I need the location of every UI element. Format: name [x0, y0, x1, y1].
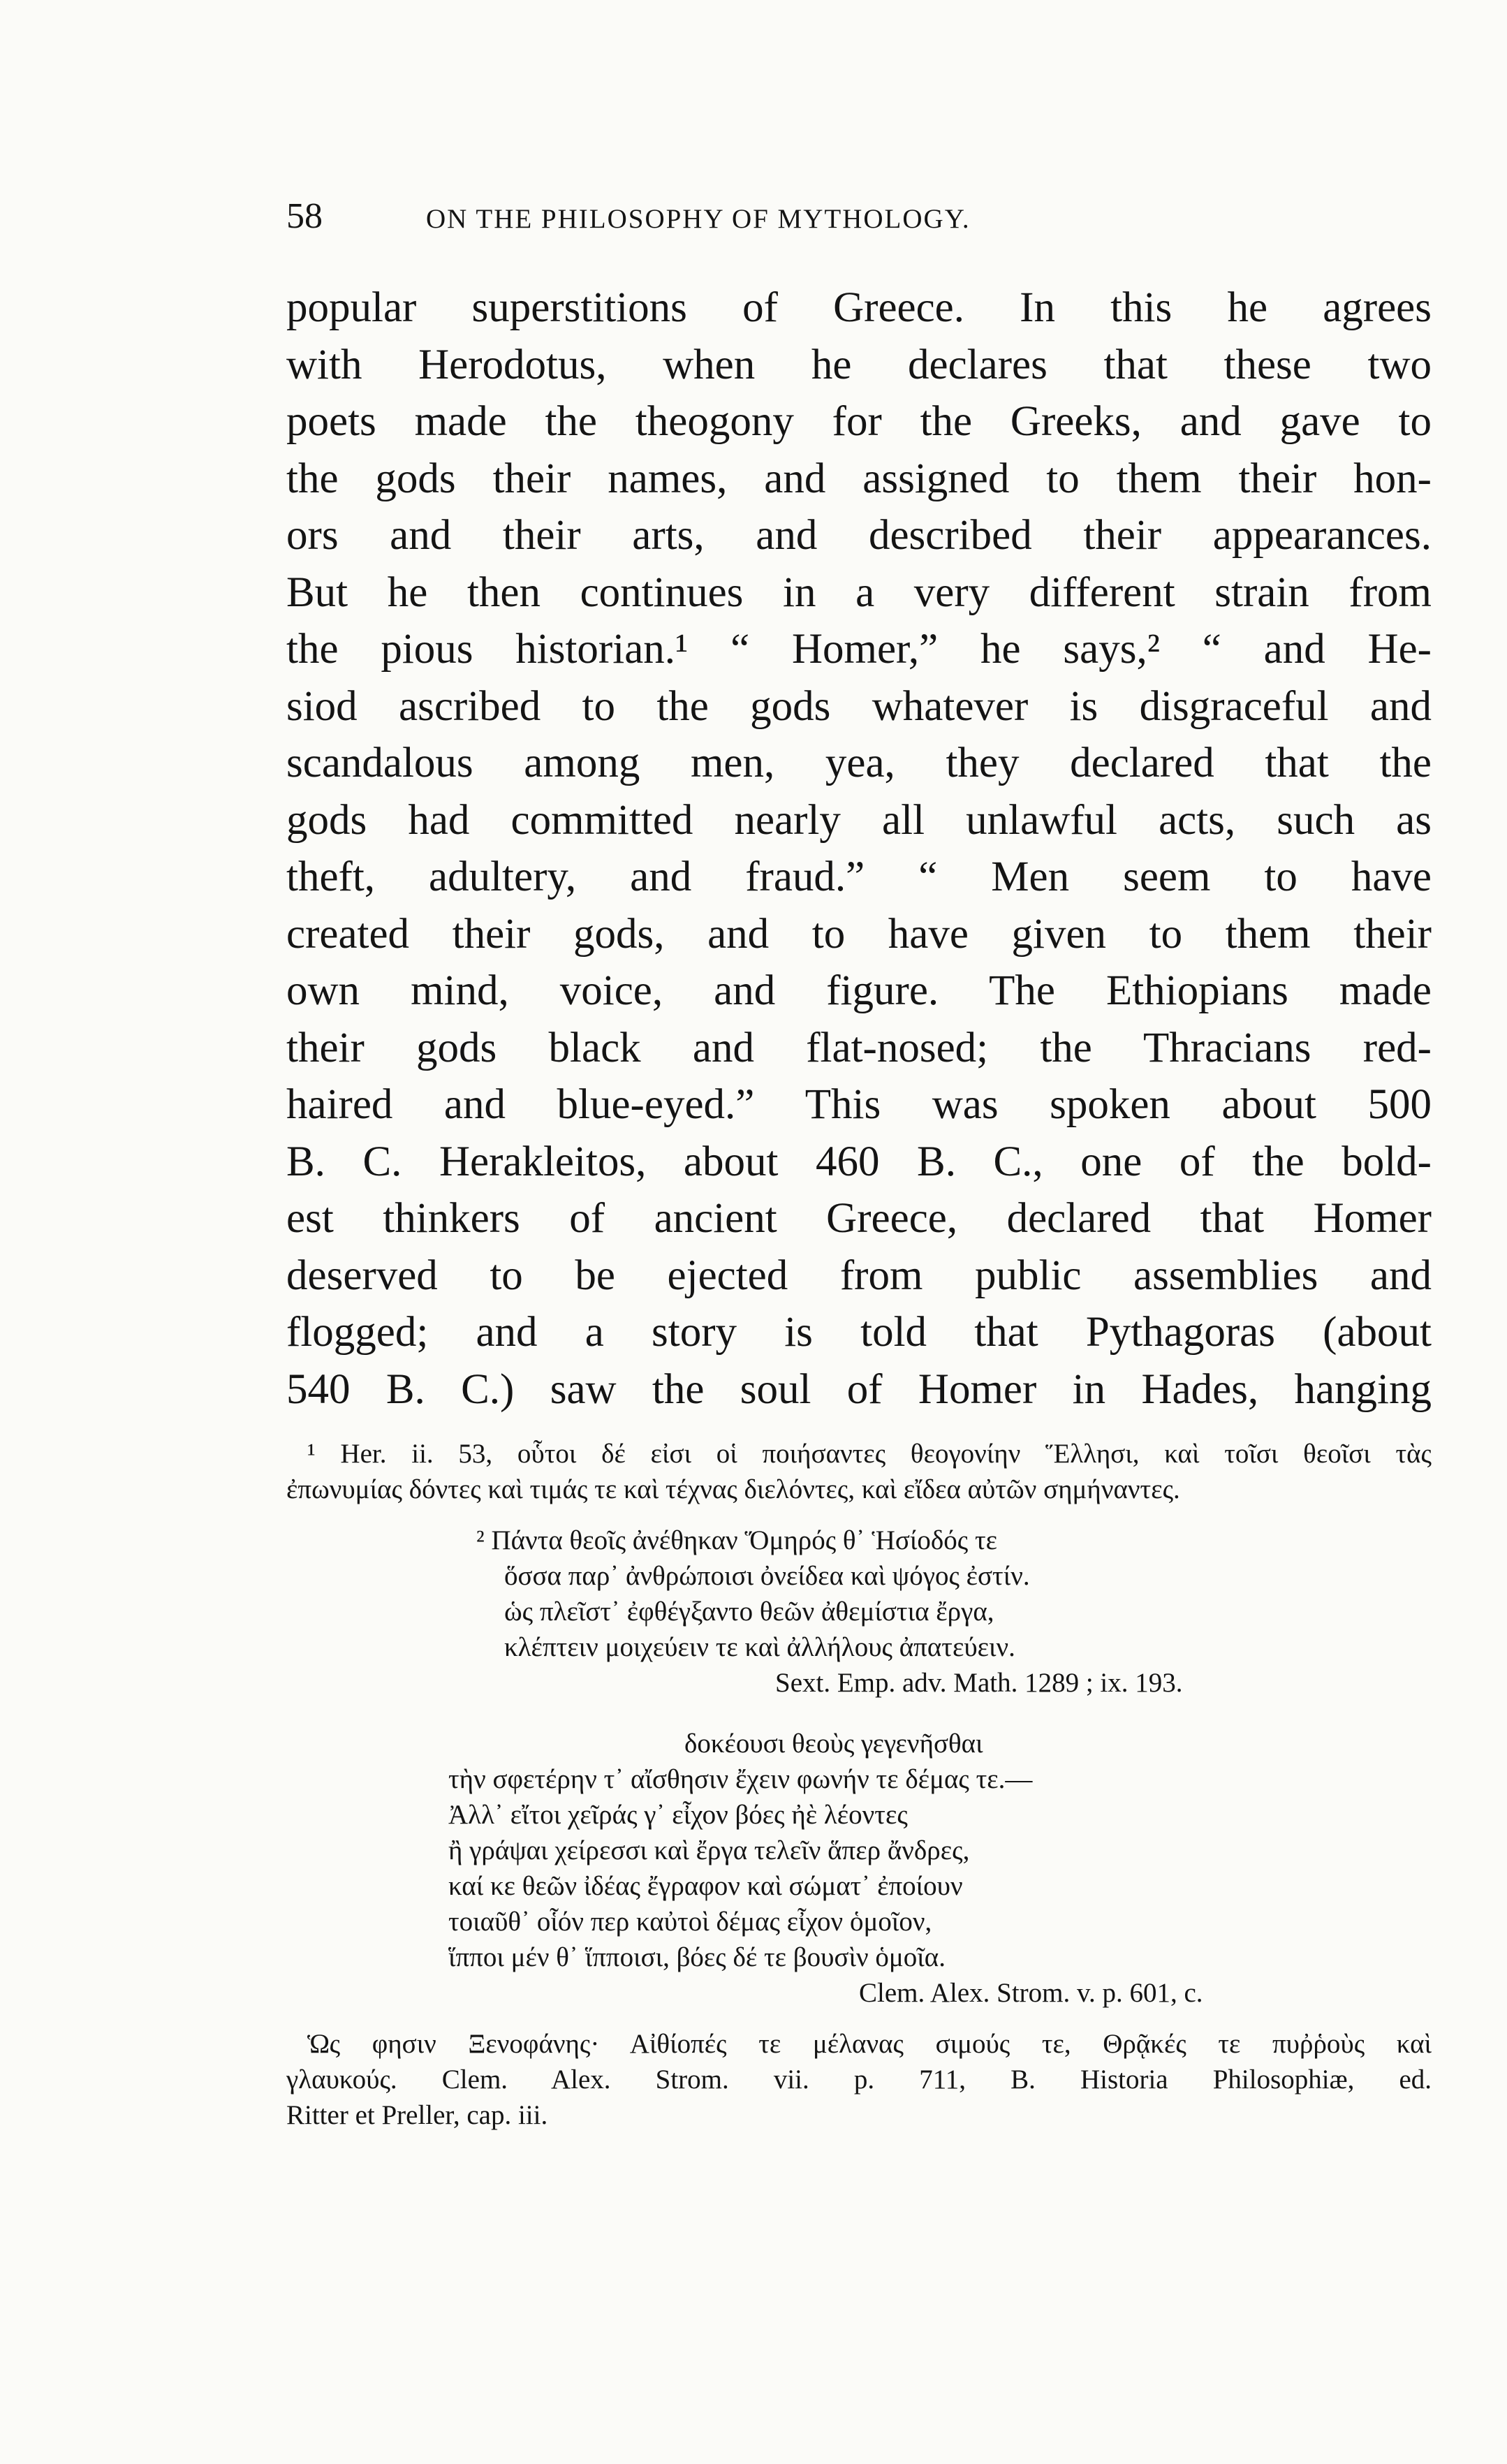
text-line: the gods their names, and assigned to them their hon- — [286, 455, 1432, 502]
footnote-2-verse-line: Ἀλλ᾽ εἴτοι χεῖράς γ᾽ εἶχον βόες ἠὲ λέοντες — [448, 1800, 908, 1830]
text-line: own mind, voice, and figure. The Ethiopians made — [286, 967, 1432, 1014]
book-page — [286, 196, 1432, 2133]
footnote-2-verse-line: καί κε θεῶν ἰδέας ἔγραφον καὶ σώματ᾽ ἐποίουν — [448, 1871, 963, 1901]
footnote-1-line: ἐπωνυμίας δόντες καὶ τιμάς τε καὶ τέχνας διελόντες, καὶ εἴδεα αὐτῶν σημήναντες. — [286, 1474, 1180, 1504]
main-text — [286, 279, 1432, 1418]
text-line: deserved to be ejected from public assemblies and — [286, 1252, 1432, 1299]
text-line: scandalous among men, yea, they declared that the — [286, 740, 1432, 786]
footnote-2-verse-line: τὴν σφετέρην τ᾽ αἴσθησιν ἔχειν φωνήν τε δέμας τε.— — [448, 1764, 1033, 1794]
footnotes — [286, 1436, 1432, 2133]
footnote-2-verse-line: ἢ γράψαι χείρεσσι καὶ ἔργα τελεῖν ἅπερ ἄνδρες, — [448, 1835, 970, 1865]
footnote-2-verse-line: κλέπτειν μοιχεύειν τε καὶ ἀλλήλους ἀπατεύειν. — [504, 1632, 1015, 1662]
footnote-2-verse-line: ὡς πλεῖστ᾽ ἐφθέγξαντο θεῶν ἀθεμίστια ἔργα, — [504, 1597, 994, 1627]
text-line: est thinkers of ancient Greece, declared that Homer — [286, 1195, 1432, 1242]
text-line: poets made the theogony for the Greeks, and gave to — [286, 398, 1432, 445]
text-line: B. C. Herakleitos, about 460 B. C., one of the bold- — [286, 1138, 1432, 1185]
text-line: ors and their arts, and described their appearances. — [286, 512, 1432, 559]
page-header — [286, 196, 1432, 258]
footnote-3-line: Ὡς φησιν Ξενοφάνης· Αἰθίοπές τε μέλανας σιμούς τε, Θρᾷκές τε πυῤῥοὺς καὶ — [307, 2029, 1432, 2059]
footnote-3-line: Ritter et Preller, cap. iii. — [286, 2100, 548, 2130]
text-line: But he then continues in a very different strain from — [286, 569, 1432, 616]
text-line: created their gods, and to have given to them their — [286, 910, 1432, 958]
text-line: flogged; and a story is told that Pythagoras (about — [286, 1309, 1432, 1356]
text-line: their gods black and flat-nosed; the Thracians red- — [286, 1024, 1432, 1071]
footnote-2-citation: Clem. Alex. Strom. v. p. 601, c. — [859, 1978, 1203, 2008]
text-line: popular superstitions of Greece. In this he agrees — [286, 284, 1432, 331]
footnote-2-verse-line: δοκέουσι θεοὺς γεγενῆσθαι — [684, 1729, 983, 1759]
footnote-2-citation: Sext. Emp. adv. Math. 1289 ; ix. 193. — [775, 1668, 1183, 1698]
footnote-2-verse-line: ἵπποι μέν θ᾽ ἵπποισι, βόες δέ τε βουσὶν ὁμοῖα. — [448, 1942, 946, 1972]
footnote-1-line: ¹ Her. ii. 53, οὗτοι δέ εἰσι οἱ ποιήσαντες θεογονίην Ἕλλησι, καὶ τοῖσι θεοῖσι τὰς — [307, 1439, 1432, 1469]
page-number: 58 — [286, 196, 323, 236]
footnote-3-line: γλαυκούς. Clem. Alex. Strom. vii. p. 711, B. Historia Philosophiæ, ed. — [286, 2065, 1432, 2095]
text-line: gods had committed nearly all unlawful acts, such as — [286, 796, 1432, 844]
text-line: with Herodotus, when he declares that these two — [286, 341, 1432, 388]
text-line: haired and blue-eyed.” This was spoken about 500 — [286, 1081, 1432, 1128]
footnote-2-verse-line: ὅσσα παρ᾽ ἀνθρώποισι ὀνείδεα καὶ ψόγος ἐστίν. — [504, 1561, 1030, 1591]
text-line: theft, adultery, and fraud.” “ Men seem to have — [286, 853, 1432, 900]
text-line: the pious historian.¹ “ Homer,” he says,² “ and He- — [286, 626, 1432, 673]
text-line: siod ascribed to the gods whatever is disgraceful and — [286, 682, 1432, 730]
footnote-2-verse-line: ² Πάντα θεοῖς ἀνέθηκαν Ὅμηρός θ᾽ Ἡσίοδός τε — [476, 1525, 997, 1555]
text-line: 540 B. C.) saw the soul of Homer in Hades, hanging — [286, 1365, 1432, 1413]
running-title: ON THE PHILOSOPHY OF MYTHOLOGY. — [426, 204, 971, 234]
footnote-2-verse-line: τοιαῦθ᾽ οἷόν περ καὐτοὶ δέμας εἶχον ὁμοῖον, — [448, 1907, 932, 1937]
